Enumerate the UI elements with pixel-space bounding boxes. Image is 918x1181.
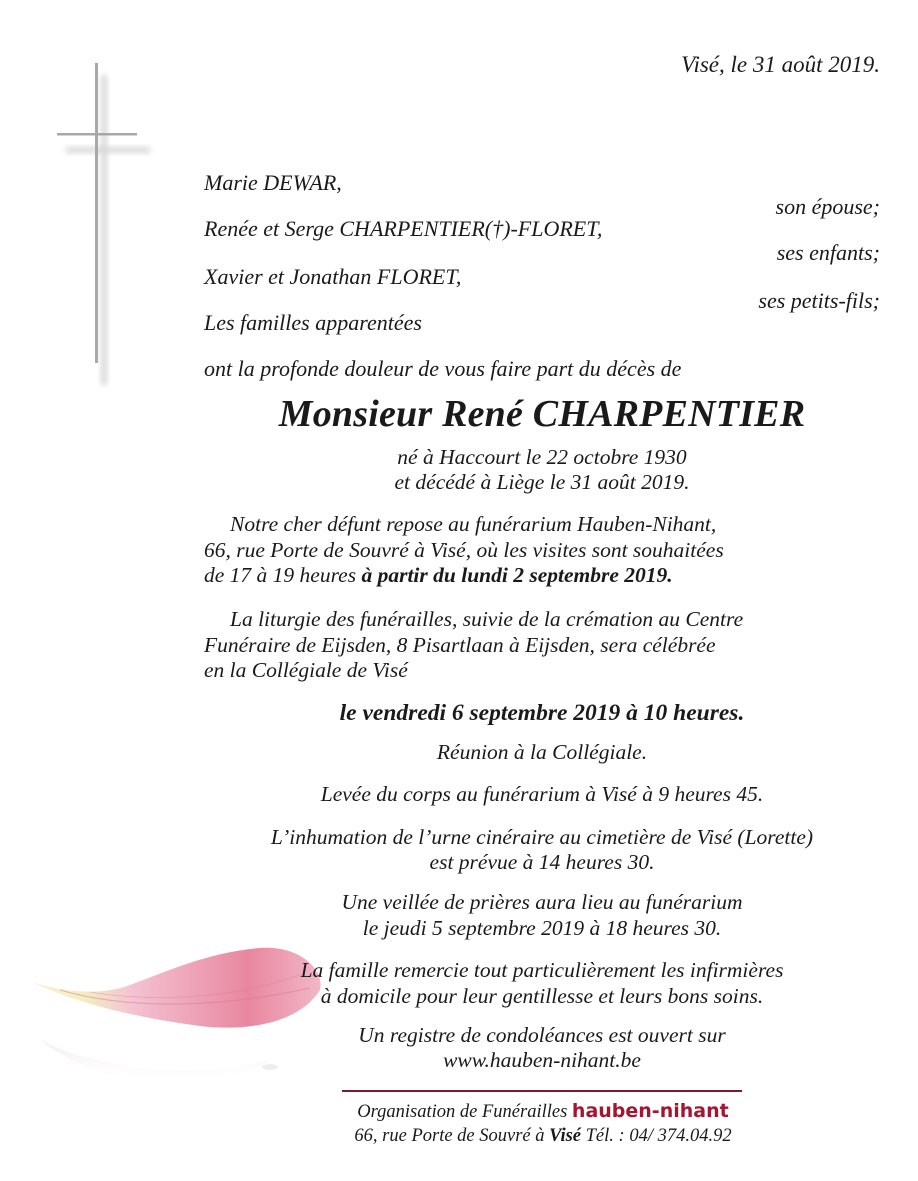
death-line: et décédé à Liège le 31 août 2019. (394, 470, 690, 494)
condolences-url[interactable]: www.hauben-nihant.be (443, 1048, 641, 1072)
liturgy-line: en la Collégiale de Visé (204, 658, 408, 682)
footer-phone: Tél. : 04/ 374.04.92 (581, 1126, 732, 1146)
visitation-hours: de 17 à 19 heures (204, 563, 362, 587)
footer-organisation (300, 1100, 786, 1123)
birth-line: né à Haccourt le 22 octobre 1930 (397, 445, 687, 469)
footer-address (300, 1126, 786, 1147)
family-member-name: Xavier et Jonathan FLORET, (204, 264, 462, 289)
footer-org-label: Organisation de Funérailles (357, 1102, 572, 1122)
inhumation-time: est prévue à 14 heures 30. (429, 850, 655, 874)
family-relation: ses enfants; (776, 240, 880, 265)
footer-divider (342, 1090, 742, 1092)
brand-logo: hauben-nihant (571, 1100, 729, 1122)
visitation-start-date: à partir du lundi 2 septembre 2019. (361, 563, 673, 587)
vigil-date: le jeudi 5 septembre 2019 à 18 heures 30. (362, 916, 722, 940)
visitation-line: Notre cher défunt repose au funérarium Hauben-Nihant, (230, 512, 717, 536)
vigil-line: Une veillée de prières aura lieu au funérarium (341, 890, 743, 914)
letter-date: Visé, le 31 août 2019. (681, 52, 880, 77)
levee-line: Levée du corps au funérarium à Visé à 9 heures 45. (320, 782, 764, 806)
liturgy-line: La liturgie des funérailles, suivie de la crémation au Centre (230, 607, 744, 631)
inhumation-line: L’inhumation de l’urne cinéraire au cimetière de Visé (Lorette) (270, 825, 814, 849)
reunion-line: Réunion à la Collégiale. (436, 740, 648, 764)
footer-street: 66, rue Porte de Souvré à (354, 1126, 550, 1146)
family-member-name: Renée et Serge CHARPENTIER(†)-FLORET, (204, 216, 603, 241)
visitation-line: 66, rue Porte de Souvré à Visé, où les visites sont souhaitées (204, 537, 724, 562)
visitation-paragraph (204, 512, 864, 589)
announcement-intro: ont la profonde douleur de vous faire part du décès de (204, 356, 682, 381)
condolences-line: Un registre de condoléances est ouvert sur (358, 1023, 726, 1047)
deceased-name: Monsieur René CHARPENTIER (278, 393, 806, 435)
footer-city: Visé (549, 1126, 582, 1146)
visitation-line (204, 563, 864, 589)
family-relation: ses petits-fils; (758, 288, 880, 313)
family-relation: son épouse; (775, 194, 880, 219)
cross-icon (40, 55, 170, 395)
thanks-line: à domicile pour leur gentillesse et leurs bons soins. (320, 984, 764, 1008)
family-member-name: Les familles apparentées (204, 310, 422, 335)
liturgy-paragraph (204, 607, 864, 684)
liturgy-line: Funéraire de Eijsden, 8 Pisartlaan à Eijsden, sera célébrée (204, 632, 716, 657)
thanks-line: La famille remercie tout particulièrement les infirmières (300, 958, 784, 982)
family-member-name: Marie DEWAR, (204, 170, 342, 195)
ceremony-date: le vendredi 6 septembre 2019 à 10 heures. (339, 700, 745, 726)
